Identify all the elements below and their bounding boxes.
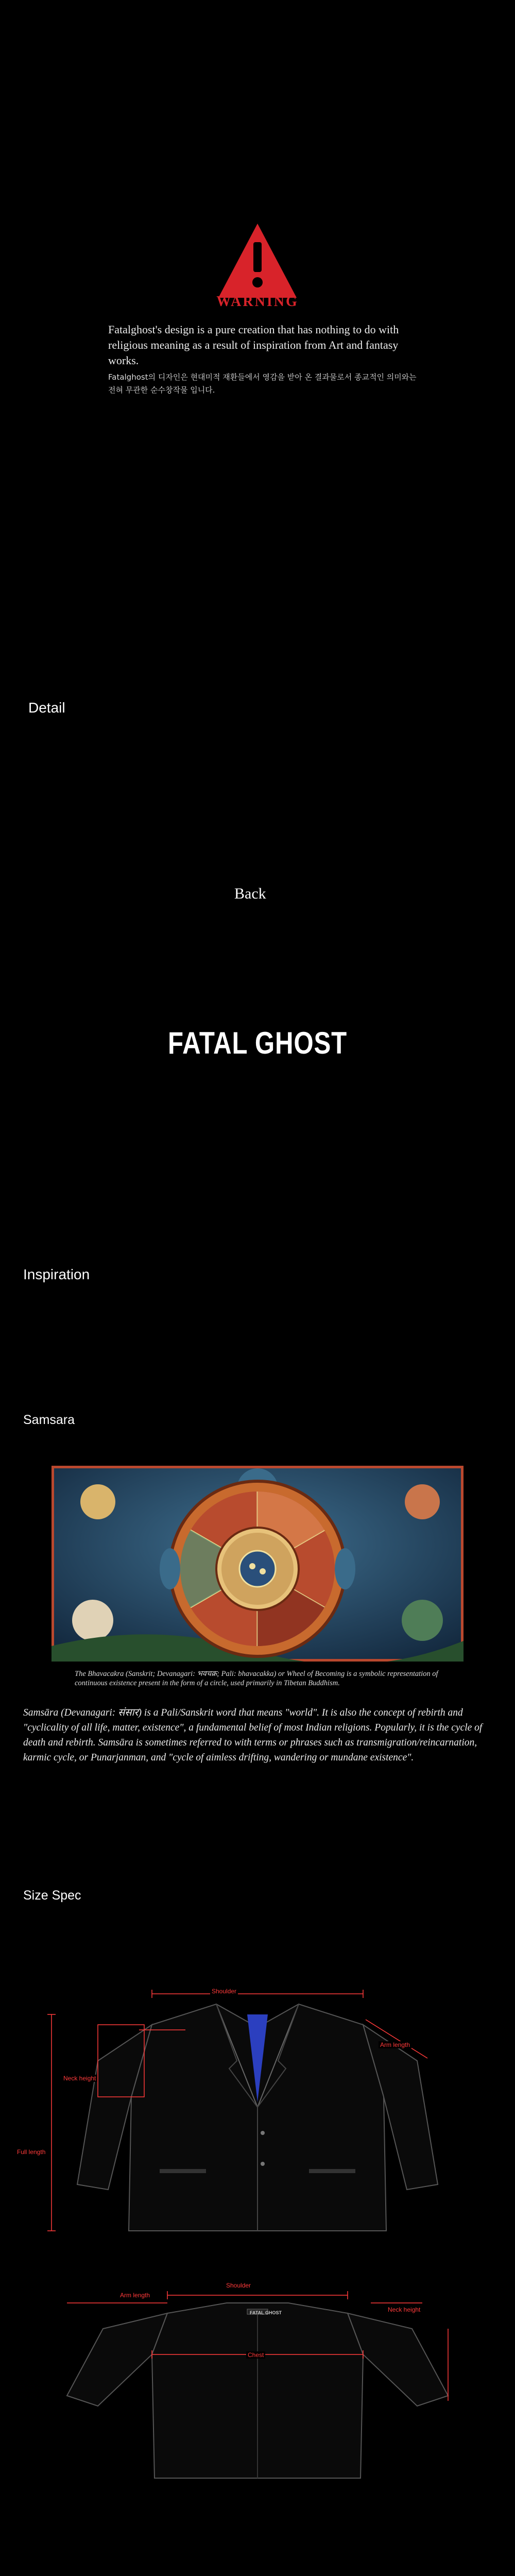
garment-neck-tag: FATAL GHOST bbox=[250, 2310, 282, 2315]
section-label-back: Back bbox=[234, 885, 266, 902]
jacket-front-diagram bbox=[31, 1978, 484, 2246]
dim-label-arm-length-back: Arm length bbox=[118, 2292, 151, 2299]
dim-label-arm-length: Arm length bbox=[379, 2041, 411, 2048]
warning-text-en: Fatalghost's design is a pure creation that has nothing to do with religious meaning as a result of inspiration from Art and fantasy works. bbox=[108, 323, 399, 367]
dim-label-chest: Chest bbox=[246, 2351, 265, 2359]
samsara-caption: The Bhavacakra (Sanskrit; Devanagari: भवचक्र; Pali: bhavacakka) or Wheel of Becoming is a symbolic representation of continuous existence present in the form of a circle, used primarily in Tibetan Buddhism. bbox=[75, 1670, 438, 1687]
dim-label-full-length: Full length bbox=[15, 2148, 47, 2156]
jacket-back-diagram bbox=[31, 2267, 484, 2494]
warning-label: WARNING bbox=[216, 294, 299, 310]
warning-text-ko: Fatalghost의 디자인은 현대미적 재환들에서 영감을 받아 온 결과물로서 종교적인 의미와는 전혀 무관한 순수창작물 입니다. bbox=[108, 372, 417, 395]
section-title-samsara: Samsara bbox=[23, 1413, 75, 1427]
section-title-inspiration: Inspiration bbox=[23, 1266, 90, 1282]
warning-triangle-icon bbox=[216, 222, 299, 304]
dim-label-shoulder: Shoulder bbox=[210, 1988, 238, 1995]
brand-logo: FATAL GHOST bbox=[168, 1026, 347, 1060]
samsara-description: Samsāra (Devanagari: संसार) is a Pali/Sanskrit word that means "world". It is also the concept of rebirth and "cyclicality of all life, matter, existence", a fundamental belief of most Indian religions. Popularly, it is the cycle of death and rebirth. Samsāra is sometimes referred to with terms or phrases such as transmigration/reincarnation, karmic cycle, or Punarjanman, and "cycle of aimless drifting, wandering or mundane existence". bbox=[23, 1707, 483, 1763]
dim-label-neck-height-back: Neck height bbox=[386, 2306, 422, 2313]
dim-label-neck-height: Neck height bbox=[62, 2075, 97, 2082]
section-title-size-spec: Size Spec bbox=[23, 1888, 81, 1903]
section-title-detail: Detail bbox=[28, 700, 65, 716]
bhavacakra-painting bbox=[52, 1466, 464, 1662]
dim-label-shoulder-back: Shoulder bbox=[225, 2282, 252, 2289]
